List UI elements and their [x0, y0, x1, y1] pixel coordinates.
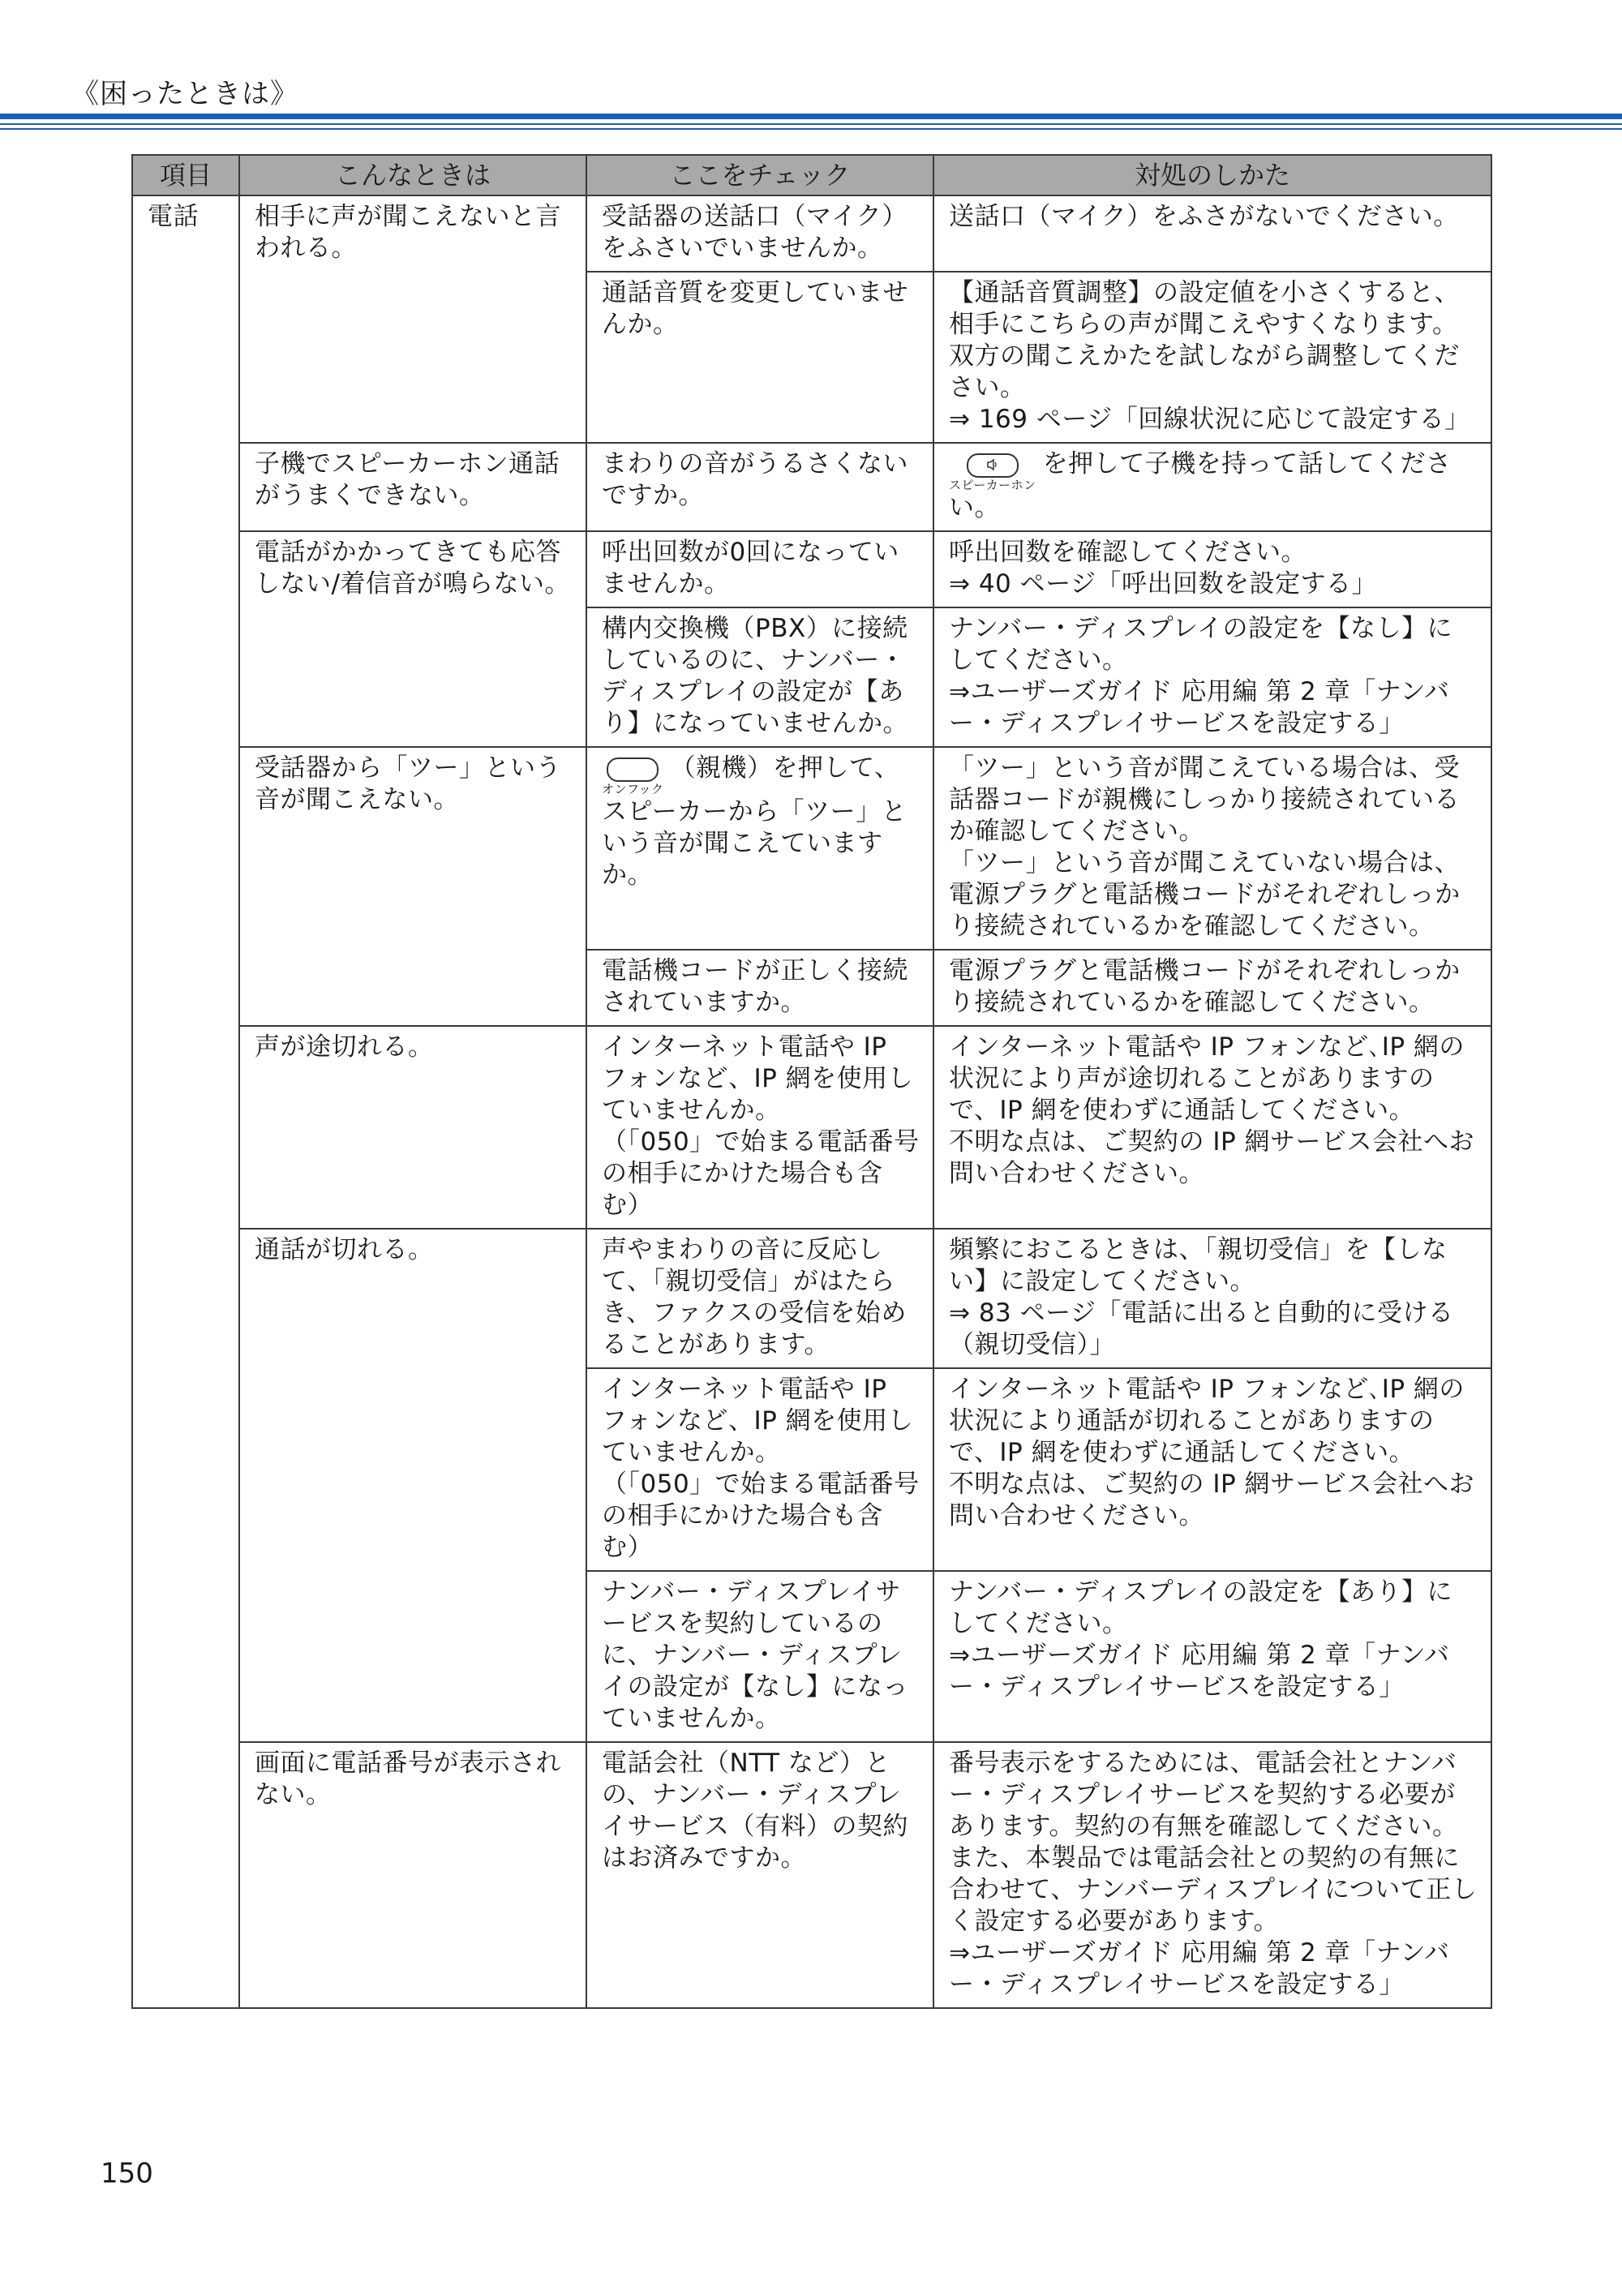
remedy-cell: ナンバー・ディスプレイの設定を【なし】にしてください。 ⇒ユーザーズガイド 応用編 第 2 章「ナンバー・ディスプレイサービスを設定する」 — [933, 607, 1491, 747]
header-rule-thick — [0, 114, 1622, 119]
speaker-icon — [986, 458, 999, 471]
remedy-cell: インターネット電話や IP フォンなど､IP 網の状況により声が途切れることがありますので、IP 網を使わずに通話してください。 不明な点は、ご契約の IP 網サービス会社へお問い合わせください。 — [933, 1026, 1491, 1229]
symptom-cell: 相手に声が聞こえないと言われる。 — [239, 195, 586, 443]
table-row — [132, 443, 1491, 531]
header-rule-thin-1 — [0, 123, 1622, 125]
check-cell: 通話音質を変更していませんか。 — [586, 272, 933, 443]
symptom-cell: 子機でスピーカーホン通話がうまくできない。 — [239, 443, 586, 531]
check-cell: インターネット電話や IP フォンなど、IP 網を使用していませんか。 （「050」で始まる電話番号の相手にかけた場合も含む） — [586, 1026, 933, 1229]
check-cell: 電話機コードが正しく接続されていますか。 — [586, 950, 933, 1026]
table-row — [132, 195, 1491, 272]
symptom-cell: 声が途切れる。 — [239, 1026, 586, 1229]
table-row — [132, 1742, 1491, 2008]
symptom-cell: 通話が切れる。 — [239, 1229, 586, 1742]
check-text: （親機）を押して、スピーカーから「ツー」という音が聞こえていますか。 — [602, 753, 908, 890]
header-item: 項目 — [132, 155, 239, 195]
remedy-cell: 呼出回数を確認してください。 ⇒ 40 ページ「呼出回数を設定する」 — [933, 531, 1491, 607]
symptom-cell: 画面に電話番号が表示されない。 — [239, 1742, 586, 2008]
remedy-cell: 電源プラグと電話機コードがそれぞれしっかり接続されているかを確認してください。 — [933, 950, 1491, 1026]
table-row — [132, 1229, 1491, 1368]
header-remedy: 対処のしかた — [933, 155, 1491, 195]
check-cell: まわりの音がうるさくないですか。 — [586, 443, 933, 531]
speakerphone-key-label: スピーカーホン — [949, 478, 1036, 492]
page-number: 150 — [101, 2157, 153, 2190]
category-cell: 電話 — [132, 195, 239, 2008]
check-cell — [586, 747, 933, 950]
remedy-cell — [933, 443, 1491, 531]
table-header-row — [132, 155, 1491, 195]
header-rule-thin-2 — [0, 128, 1622, 130]
header-check: ここをチェック — [586, 155, 933, 195]
symptom-cell: 電話がかかってきても応答しない/着信音が鳴らない。 — [239, 531, 586, 747]
remedy-cell: ナンバー・ディスプレイの設定を【あり】にしてください。 ⇒ユーザーズガイド 応用編 第 2 章「ナンバー・ディスプレイサービスを設定する」 — [933, 1571, 1491, 1742]
remedy-cell: インターネット電話や IP フォンなど､IP 網の状況により通話が切れることがありますので、IP 網を使わずに通話してください。 不明な点は、ご契約の IP 網サービス会社へお問い合わせください。 — [933, 1368, 1491, 1571]
table-row — [132, 1026, 1491, 1229]
onhook-key-label: オンフック — [602, 782, 664, 796]
check-cell: 構内交換機（PBX）に接続しているのに、ナンバー・ディスプレイの設定が【あり】になっていませんか。 — [586, 607, 933, 747]
troubleshooting-table — [131, 154, 1492, 2009]
check-cell: ナンバー・ディスプレイサービスを契約しているのに、ナンバー・ディスプレイの設定が【なし】になっていませんか。 — [586, 1571, 933, 1742]
check-cell: 受話器の送話口（マイク）をふさいでいませんか。 — [586, 195, 933, 272]
table-row — [132, 747, 1491, 950]
check-cell: 声やまわりの音に反応して、「親切受信」がはたらき、ファクスの受信を始めることがあります。 — [586, 1229, 933, 1368]
remedy-cell: 「ツー」という音が聞こえている場合は、受話器コードが親機にしっかり接続されているか確認してください。 「ツー」という音が聞こえていない場合は、電源プラグと電話機コードがそれぞれしっかり接続されているかを確認してください。 — [933, 747, 1491, 950]
symptom-cell: 受話器から「ツー」という音が聞こえない。 — [239, 747, 586, 1026]
onhook-key-icon — [602, 753, 663, 796]
remedy-cell: 頻繁におこるときは、「親切受信」を【しない】に設定してください。 ⇒ 83 ページ「電話に出ると自動的に受ける（親切受信）」 — [933, 1229, 1491, 1368]
check-cell: インターネット電話や IP フォンなど、IP 網を使用していませんか。 （「050」で始まる電話番号の相手にかけた場合も含む） — [586, 1368, 933, 1571]
remedy-cell: 送話口（マイク）をふさがないでください。 — [933, 195, 1491, 272]
table-row — [132, 531, 1491, 607]
check-cell: 呼出回数が0回になっていませんか。 — [586, 531, 933, 607]
speakerphone-key-icon — [949, 448, 1036, 492]
remedy-text: を押して子機を持って話してください。 — [949, 449, 1452, 522]
header-symptom: こんなときは — [239, 155, 586, 195]
remedy-cell: 番号表示をするためには、電話会社とナンバー・ディスプレイサービスを契約する必要があります。契約の有無を確認してください。また、本製品では電話会社との契約の有無に合わせて、ナンバーディスプレイについて正しく設定する必要があります。 ⇒ユーザーズガイド 応用編 第 2 章「ナンバー・ディスプレイサービスを設定する」 — [933, 1742, 1491, 2008]
check-cell: 電話会社（NTT など）との、ナンバー・ディスプレイサービス（有料）の契約はお済みですか。 — [586, 1742, 933, 2008]
page-header-title: 《困ったときは》 — [71, 78, 298, 110]
remedy-cell: 【通話音質調整】の設定値を小さくすると、相手にこちらの声が聞こえやすくなります。双方の聞こえかたを試しながら調整してください。 ⇒ 169 ページ「回線状況に応じて設定する」 — [933, 272, 1491, 443]
